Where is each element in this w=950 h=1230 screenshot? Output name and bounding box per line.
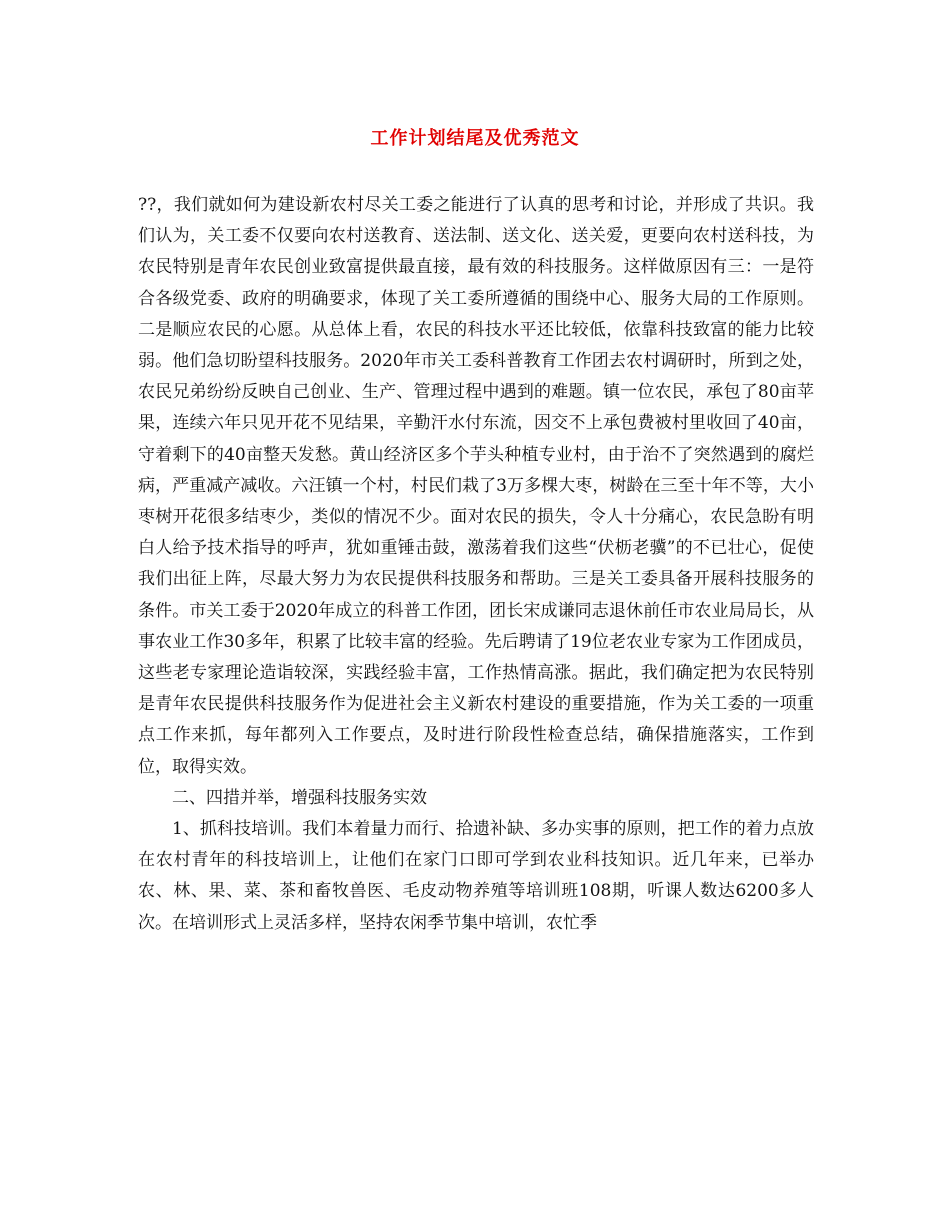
document-body [138, 190, 814, 939]
document-title: 工作计划结尾及优秀范文 [370, 128, 580, 149]
paragraph-1: ??，我们就如何为建设新农村尽关工委之能进行了认真的思考和讨论，并形成了共识。我们认为，关工委不仅要向农村送教育、送法制、送文化、送关爱，更要向农村送科技，为农民特别是青年农民创业致富提供最直接，最有效的科技服务。这样做原因有三：一是符合各级党委、政府的明确要求，体现了关工委所遵循的围绕中心、服务大局的工作原则。二是顺应农民的心愿。从总体上看，农民的科技水平还比较低，依靠科技致富的能力比较弱。他们急切盼望科技服务。2020年市关工委科普教育工作团去农村调研时，所到之处，农民兄弟纷纷反映自己创业、生产、管理过程中遇到的难题。镇一位农民，承包了80亩苹果，连续六年只见开花不见结果，辛勤汗水付东流，因交不上承包费被村里收回了40亩，守着剩下的40亩整天发愁。黄山经济区多个芋头种植专业村，由于治不了突然遇到的腐烂病，严重减产减收。六汪镇一个村，村民们栽了3万多棵大枣，树龄在三至十年不等，大小枣树开花很多结枣少，类似的情况不少。面对农民的损失，令人十分痛心，农民急盼有明白人给予技术指导的呼声，犹如重锤击鼓，激荡着我们这些“伏枥老骥”的不已壮心，促使我们出征上阵，尽最大努力为农民提供科技服务和帮助。三是关工委具备开展科技服务的条件。市关工委于2020年成立的科普工作团，团长宋成谦同志退休前任市农业局局长，从事农业工作30多年，积累了比较丰富的经验。先后聘请了19位老农业专家为工作团成员，这些老专家理论造诣较深，实践经验丰富，工作热情高涨。据此，我们确定把为农民特别是青年农民提供科技服务作为促进社会主义新农村建设的重要措施，作为关工委的一项重点工作来抓，每年都列入工作要点，及时进行阶段性检查总结，确保措施落实，工作到位，取得实效。 [138, 195, 814, 777]
section-heading: 二、四措并举，增强科技服务实效 [172, 787, 427, 808]
paragraph-2: 1、抓科技培训。我们本着量力而行、拾遗补缺、多办实事的原则，把工作的着力点放在农村青年的科技培训上，让他们在家门口即可学到农业科技知识。近几年来，已举办农、林、果、菜、茶和畜牧兽医、毛皮动物养殖等培训班108期，听课人数达6200多人次。在培训形式上灵活多样，坚持农闲季节集中培训，农忙季 [138, 819, 814, 933]
